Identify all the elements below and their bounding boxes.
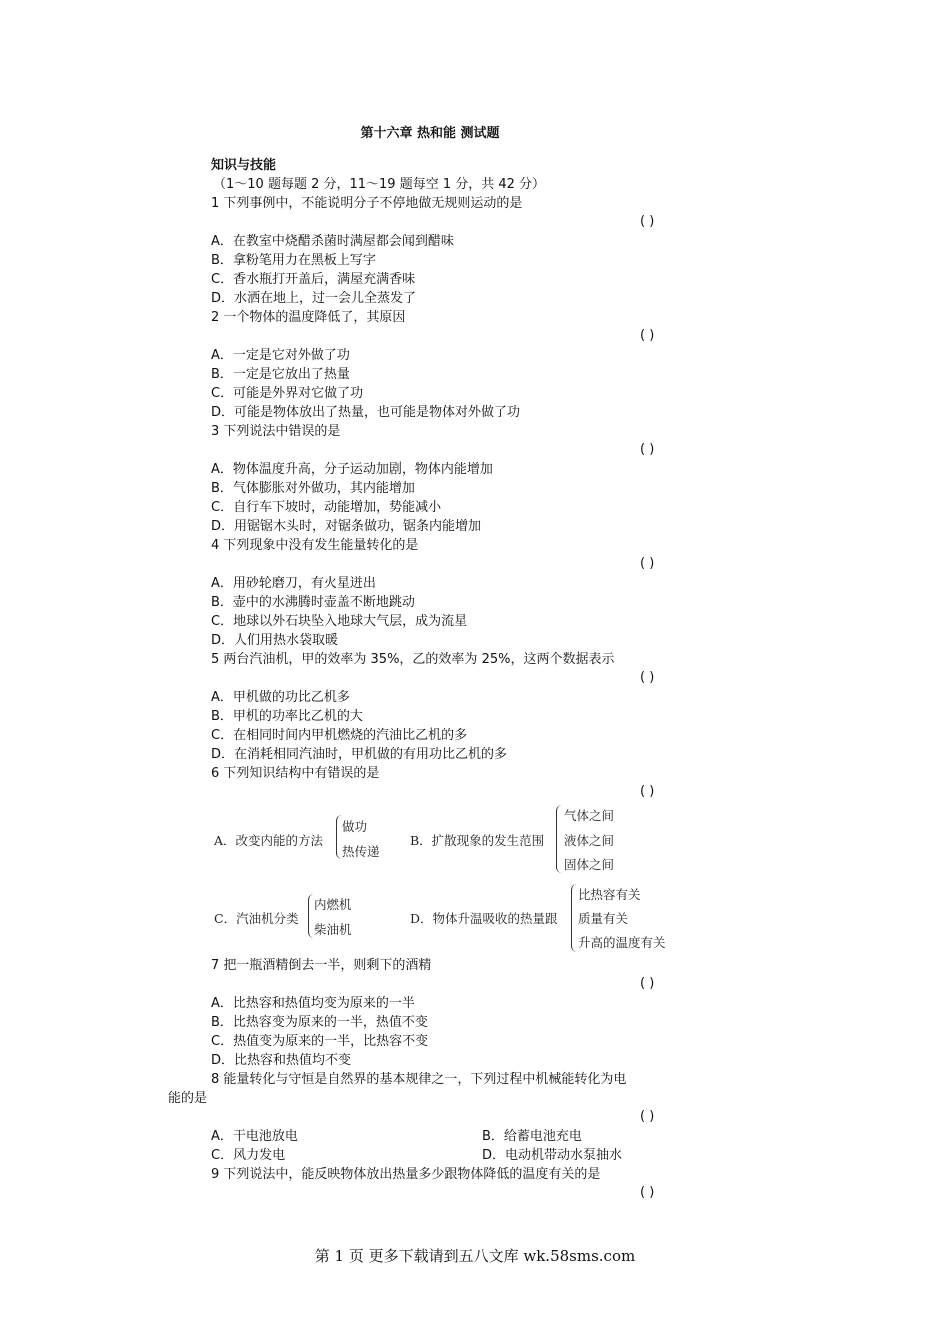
option: B．壶中的水沸腾时壶盖不断地跳动	[211, 595, 415, 610]
q6-option-d-label: D．物体升温吸收的热量跟	[410, 911, 558, 926]
question-stem: 1 下列事例中，不能说明分子不停地做无规则运动的是	[211, 196, 523, 211]
option: B．甲机的功率比乙机的大	[211, 709, 363, 724]
q6-option-d-item: 升高的温度有关	[578, 935, 666, 950]
question-stem: 5 两台汽油机，甲的效率为 35%，乙的效率为 25%，这两个数据表示	[211, 652, 615, 667]
option: D．比热容和热值均不变	[211, 1053, 352, 1068]
brace	[556, 805, 563, 873]
option: C．地球以外石块坠入地球大气层，成为流星	[211, 614, 468, 629]
option: C．风力发电	[211, 1148, 286, 1163]
option: A．用砂轮磨刀，有火星迸出	[211, 576, 376, 591]
brace	[571, 884, 578, 952]
option: C．热值变为原来的一半，比热容不变	[211, 1034, 429, 1049]
question-stem: 4 下列现象中没有发生能量转化的是	[211, 538, 419, 553]
question-stem-continued: 能的是	[168, 1091, 208, 1106]
option: D．电动机带动水泵抽水	[482, 1148, 623, 1163]
answer-blank: ( )	[640, 1109, 655, 1124]
page-footer: 第 1 页 更多下载请到五八文库 wk.58sms.com	[314, 1247, 636, 1265]
q6-option-b-item: 固体之间	[564, 857, 615, 872]
option: B．拿粉笔用力在黑板上写字	[211, 253, 376, 268]
question-stem: 2 一个物体的温度降低了，其原因	[211, 310, 406, 325]
option: A．一定是它对外做了功	[211, 348, 350, 363]
q6-option-c-item: 内燃机	[314, 897, 352, 912]
section-heading: 知识与技能	[211, 158, 277, 173]
option: D．在消耗相同汽油时，甲机做的有用功比乙机的多	[211, 747, 508, 762]
page-title: 第十六章 热和能 测试题	[360, 126, 500, 141]
option: C．自行车下坡时，动能增加，势能减小	[211, 500, 442, 515]
option: A．甲机做的功比乙机多	[211, 690, 350, 705]
scoring-note: （1～10 题每题 2 分，11～19 题每空 1 分，共 42 分）	[213, 177, 546, 192]
answer-blank: ( )	[640, 442, 655, 457]
question-stem: 3 下列说法中错误的是	[211, 424, 341, 439]
option: A．在教室中烧醋杀菌时满屋都会闻到醋味	[211, 234, 454, 249]
option: D．用锯锯木头时，对锯条做功，锯条内能增加	[211, 519, 482, 534]
q6-option-c-label: C．汽油机分类	[214, 911, 299, 926]
q6-option-a-item: 做功	[342, 819, 368, 834]
answer-blank: ( )	[640, 214, 655, 229]
option: B．一定是它放出了热量	[211, 367, 350, 382]
option: B．气体膨胀对外做功，其内能增加	[211, 481, 415, 496]
q6-option-b-item: 气体之间	[564, 808, 615, 823]
option: D．人们用热水袋取暖	[211, 633, 339, 648]
question-stem: 6 下列知识结构中有错误的是	[211, 766, 380, 781]
option: D．可能是物体放出了热量，也可能是物体对外做了功	[211, 405, 521, 420]
option: B．给蓄电池充电	[482, 1129, 582, 1144]
answer-blank: ( )	[640, 1185, 655, 1200]
q6-option-c-item: 柴油机	[314, 922, 352, 937]
option: A．干电池放电	[211, 1129, 298, 1144]
answer-blank: ( )	[640, 784, 655, 799]
q6-option-b-item: 液体之间	[564, 833, 615, 848]
answer-blank: ( )	[640, 670, 655, 685]
question-stem: 7 把一瓶酒精倒去一半，则剩下的酒精	[211, 958, 432, 973]
option: B．比热容变为原来的一半，热值不变	[211, 1015, 428, 1030]
q6-option-d-item: 质量有关	[578, 911, 629, 926]
option: A．比热容和热值均变为原来的一半	[211, 996, 415, 1011]
answer-blank: ( )	[640, 556, 655, 571]
option: D．水洒在地上，过一会儿全蒸发了	[211, 291, 417, 306]
option: C．在相同时间内甲机燃烧的汽油比乙机的多	[211, 728, 468, 743]
answer-blank: ( )	[640, 976, 655, 991]
q6-option-a-label: A．改变内能的方法	[214, 833, 324, 848]
question-stem: 8 能量转化与守恒是自然界的基本规律之一，下列过程中机械能转化为电	[211, 1072, 627, 1087]
answer-blank: ( )	[640, 328, 655, 343]
q6-option-a-item: 热传递	[342, 844, 380, 859]
q6-option-d-item: 比热容有关	[578, 887, 641, 902]
question-stem: 9 下列说法中，能反映物体放出热量多少跟物体降低的温度有关的是	[211, 1167, 601, 1182]
option: C．可能是外界对它做了功	[211, 386, 364, 401]
q6-option-b-label: B．扩散现象的发生范围	[410, 833, 545, 848]
option: A．物体温度升高，分子运动加剧，物体内能增加	[211, 462, 493, 477]
option: C．香水瓶打开盖后，满屋充满香味	[211, 272, 416, 287]
